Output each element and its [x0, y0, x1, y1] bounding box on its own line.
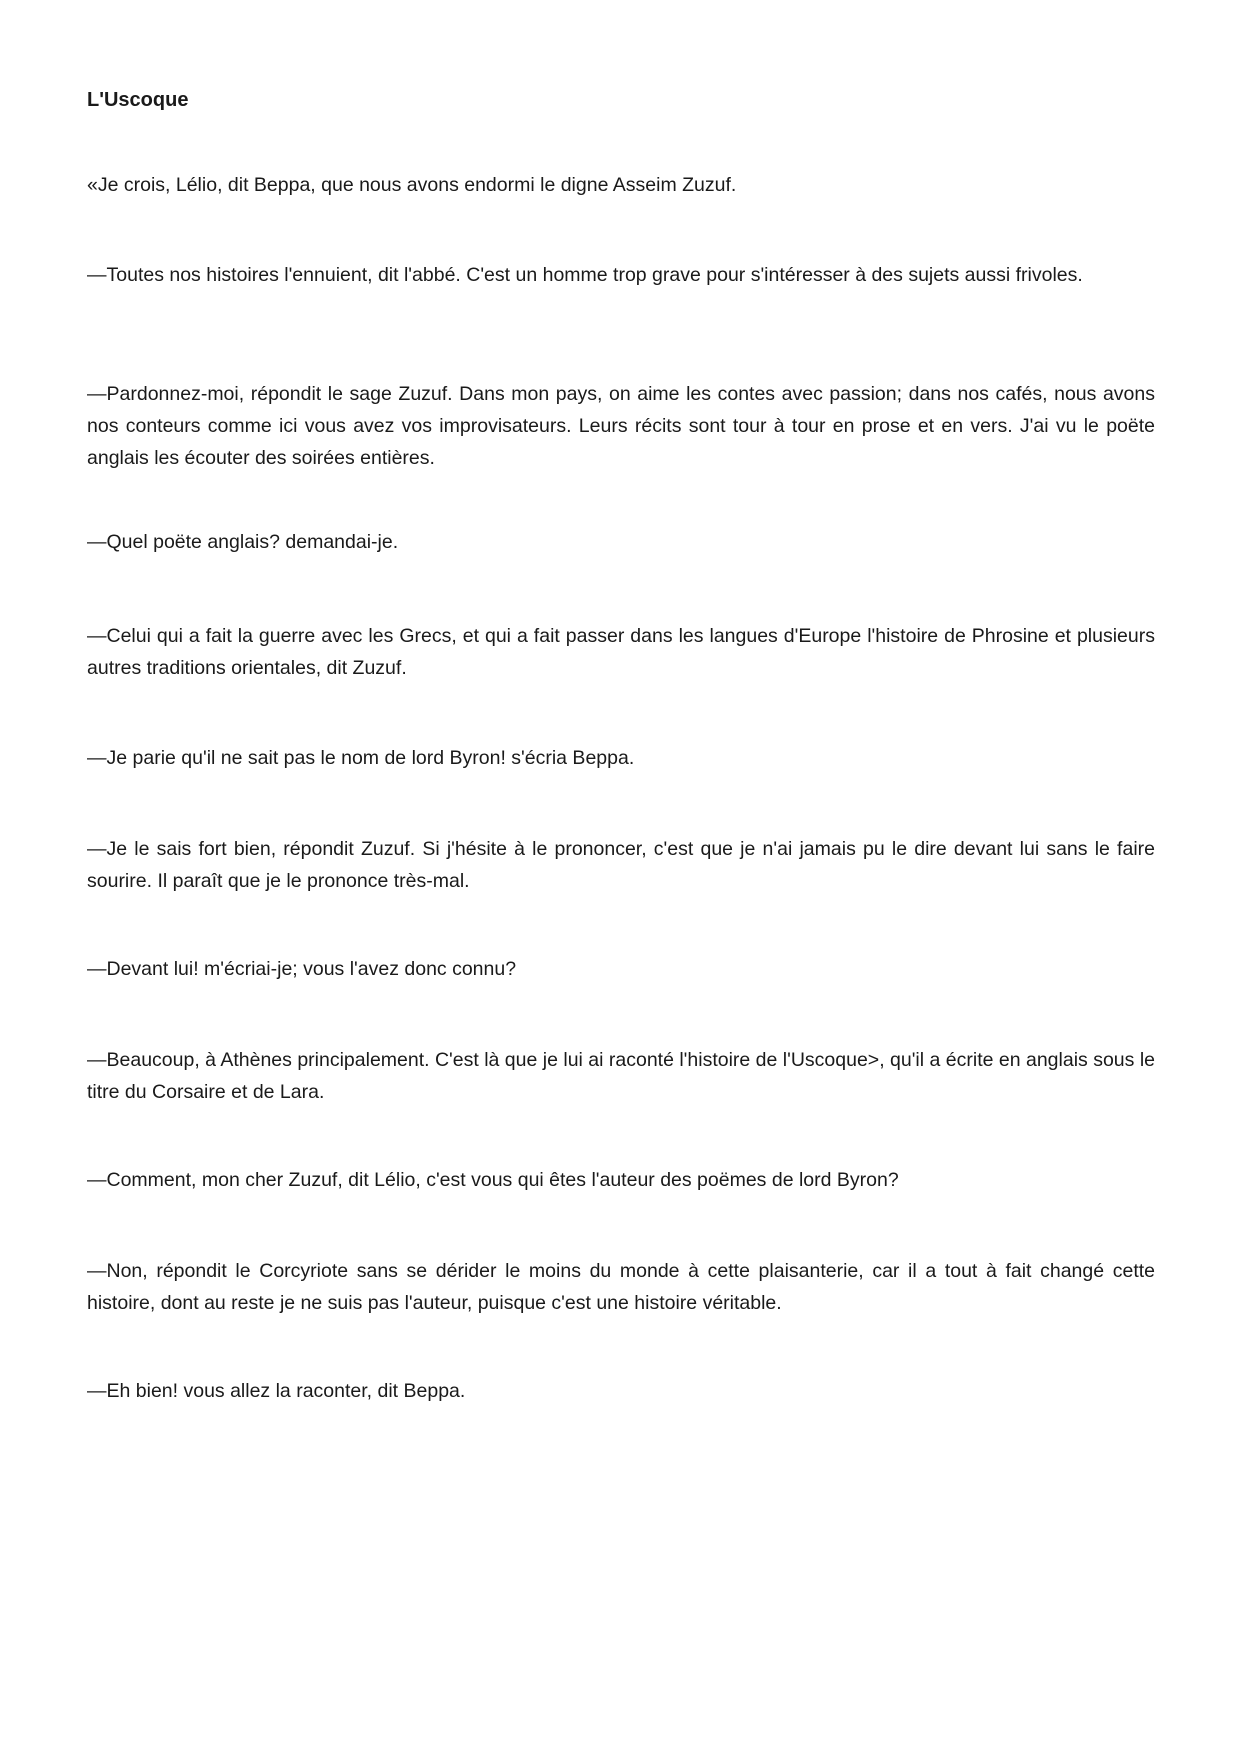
paragraph: —Devant lui! m'écriai-je; vous l'avez donc connu?	[87, 958, 517, 980]
paragraph: «Je crois, Lélio, dit Beppa, que nous avons endormi le digne Asseim Zuzuf.	[87, 174, 737, 196]
paragraph: —Non, répondit le Corcyriote sans se dérider le moins du monde à cette plaisanterie, car il a tout à fait changé cette histoire, dont au reste je ne suis pas l'auteur, puisque c'est une histoire véritable.	[87, 1260, 1155, 1314]
paragraph: —Je le sais fort bien, répondit Zuzuf. Si j'hésite à le prononcer, c'est que je n'ai jamais pu le dire devant lui sans le faire sourire. Il paraît que je le prononce très-mal.	[87, 838, 1155, 892]
paragraph: —Beaucoup, à Athènes principalement. C'est là que je lui ai raconté l'histoire de l'Uscoque>, qu'il a écrite en anglais sous le titre du Corsaire et de Lara.	[87, 1049, 1155, 1103]
paragraph: —Eh bien! vous allez la raconter, dit Beppa.	[87, 1380, 466, 1402]
paragraph: —Quel poëte anglais? demandai-je.	[87, 531, 399, 553]
paragraph: —Toutes nos histoires l'ennuient, dit l'abbé. C'est un homme trop grave pour s'intéresser à des sujets aussi frivoles.	[87, 264, 1083, 286]
paragraph: —Comment, mon cher Zuzuf, dit Lélio, c'est vous qui êtes l'auteur des poëmes de lord Byron?	[87, 1169, 899, 1191]
paragraph: —Je parie qu'il ne sait pas le nom de lord Byron! s'écria Beppa.	[87, 747, 635, 769]
document-title: L'Uscoque	[87, 89, 189, 111]
paragraph: —Pardonnez-moi, répondit le sage Zuzuf. Dans mon pays, on aime les contes avec passion; dans nos cafés, nous avons nos conteurs comme ici vous avez vos improvisateurs. Leurs récits sont tour à tour en prose et en vers. J'ai vu le poëte anglais les écouter des soirées entières.	[87, 383, 1155, 469]
paragraph: —Celui qui a fait la guerre avec les Grecs, et qui a fait passer dans les langues d'Europe l'histoire de Phrosine et plusieurs autres traditions orientales, dit Zuzuf.	[87, 625, 1155, 679]
